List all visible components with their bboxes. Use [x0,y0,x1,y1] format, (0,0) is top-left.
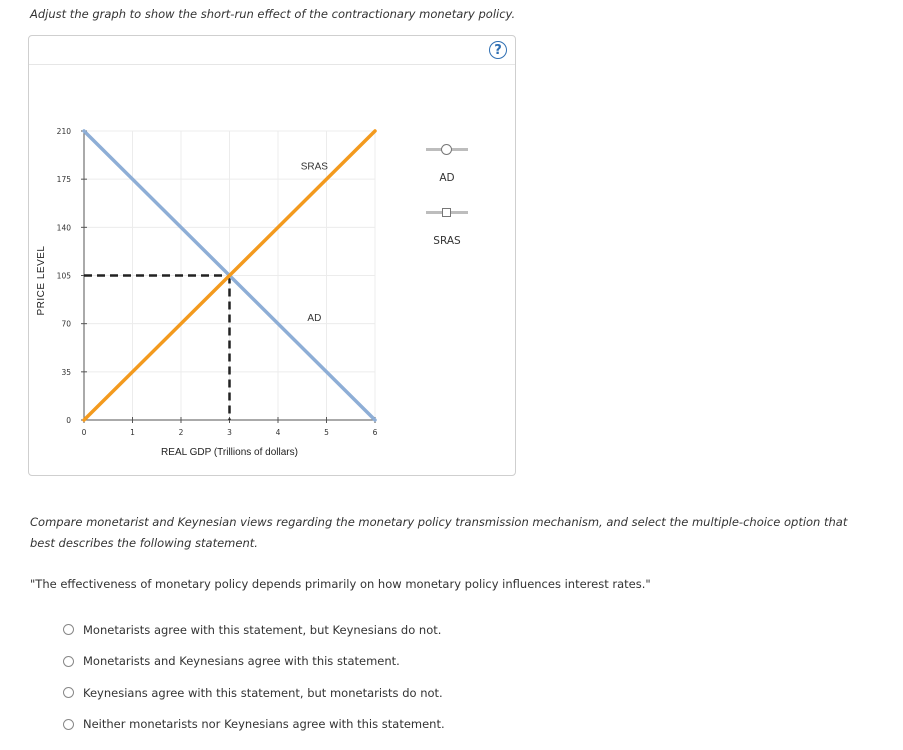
help-icon[interactable]: ? [489,41,507,59]
x-tick-label: 1 [130,428,135,437]
tool-label-ad: AD [439,172,455,184]
y-tick-label: 105 [56,271,71,281]
instruction-text: Adjust the graph to show the short-run effect of the contractionary monetary policy. [30,7,516,21]
y-axis-label: PRICE LEVEL [36,245,47,316]
graph-panel [28,35,516,476]
option-label: Monetarists and Keynesians agree with this statement. [83,654,400,669]
y-tick-label: 140 [56,223,71,233]
option-label: Neither monetarists nor Keynesians agree with this statement. [83,717,445,732]
radio-button[interactable] [63,687,74,698]
x-tick-label: 3 [227,428,232,437]
y-tick-label: 35 [61,367,71,377]
option-3[interactable] [63,677,445,709]
x-tick-label: 2 [178,428,184,437]
x-tick-label: 4 [275,428,281,437]
circle-marker-icon [441,144,452,155]
y-tick-label: 70 [61,319,71,329]
option-label: Keynesians agree with this statement, but monetarists do not. [83,685,443,700]
question-text: Compare monetarist and Keynesian views regarding the monetary policy transmission mechanism, and select the multiple-choice option that best describes the following statement. [30,515,848,550]
radio-button[interactable] [63,719,74,730]
drawing-tools [424,136,472,262]
y-tick-label: 175 [56,175,71,185]
radio-button[interactable] [63,656,74,667]
option-4[interactable] [63,709,445,741]
answer-options [63,614,445,740]
x-tick-label: 0 [81,428,87,437]
tool-ad[interactable] [424,136,472,199]
y-tick-label: 210 [56,127,71,136]
radio-button[interactable] [63,624,74,635]
y-tick-label: 0 [66,416,71,425]
tool-sras[interactable] [424,199,472,262]
x-tick-label: 5 [324,428,329,437]
x-axis-label: REAL GDP (Trillions of dollars) [161,447,298,458]
x-tick-label: 6 [372,428,378,437]
option-2[interactable] [63,646,445,678]
tool-label-sras: SRAS [433,235,461,247]
sras-curve-label: SRAS [300,161,328,173]
option-label: Monetarists agree with this statement, but Keynesians do not. [83,622,442,637]
square-marker-icon [442,208,451,217]
option-1[interactable] [63,614,445,646]
statement-text: "The effectiveness of monetary policy depends primarily on how monetary policy influences interest rates." [30,577,651,591]
ad-curve-label: AD [307,312,322,324]
